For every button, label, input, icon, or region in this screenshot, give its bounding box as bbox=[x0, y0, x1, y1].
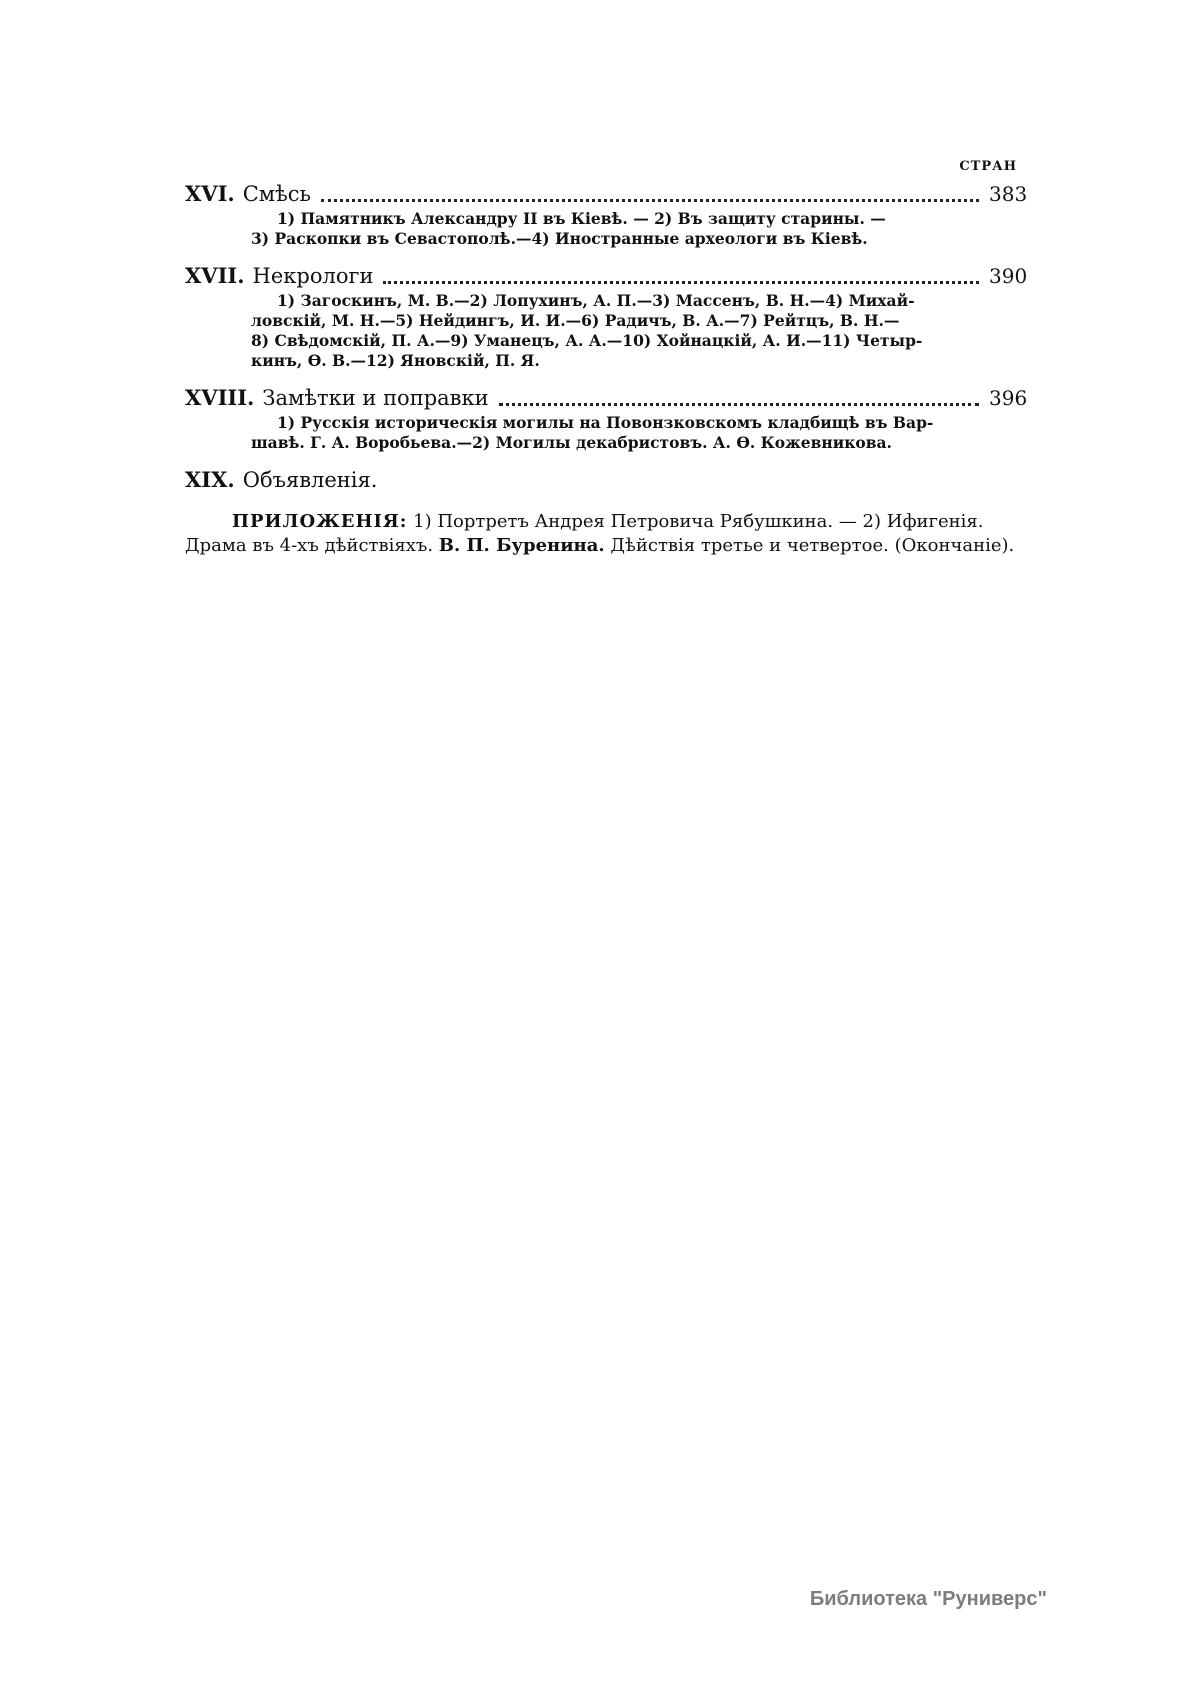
toc-entry-page: 390 bbox=[989, 264, 1028, 288]
description-line: 8) Свѣдомскій, П. А.—9) Уманецъ, А. А.—10) Хойнацкій, А. И.—11) Четыр- bbox=[251, 331, 923, 350]
toc-entry-description bbox=[251, 413, 945, 453]
toc-entry-title: Некрологи bbox=[252, 264, 374, 288]
annex-paragraph bbox=[185, 510, 1025, 558]
toc-entry-title: Объявленія. bbox=[242, 468, 378, 492]
toc-entry-heading bbox=[185, 467, 1025, 495]
table-of-contents bbox=[185, 181, 1028, 509]
annex-label: ПРИЛОЖЕНІЯ: bbox=[232, 511, 408, 532]
description-line: 1) Памятникъ Александру II въ Кіевѣ. — 2) Въ защиту старины. — bbox=[277, 209, 886, 228]
description-line: шавѣ. Г. А. Воробьева.—2) Могилы декабристовъ. А. Ѳ. Кожевникова. bbox=[251, 433, 892, 452]
toc-entry-heading bbox=[185, 263, 1028, 291]
toc-entry-heading bbox=[185, 181, 1028, 209]
toc-entry-description bbox=[251, 209, 945, 249]
annex-first-line bbox=[185, 510, 1025, 534]
annex-text: 1) Портретъ Андрея Петровича Рябушкина. — 2) Ифигенія. bbox=[413, 511, 984, 532]
toc-entry-number: XVI. bbox=[185, 181, 235, 206]
toc-entry bbox=[185, 181, 1028, 249]
toc-entry-description bbox=[251, 291, 945, 371]
toc-entry-title: Смѣсь bbox=[242, 182, 311, 206]
description-line: ловскій, М. Н.—5) Нейдингъ, И. И.—6) Радичъ, В. А.—7) Рейтцъ, В. Н.— bbox=[251, 311, 900, 330]
dot-leader bbox=[321, 199, 979, 202]
toc-entry-page: 396 bbox=[989, 386, 1028, 410]
description-line: 1) Русскія историческія могилы на Повонзковскомъ кладбищѣ въ Вар- bbox=[277, 413, 934, 432]
toc-entry-title: Замѣтки и поправки bbox=[262, 386, 489, 410]
library-watermark: Библиотека "Руниверс" bbox=[809, 1588, 1047, 1610]
annex-author: В. П. Буренина. bbox=[438, 535, 605, 556]
annex-text: Драма въ 4-хъ дѣйствіяхъ. bbox=[185, 535, 434, 556]
toc-entry bbox=[185, 385, 1028, 453]
toc-entry-page: 383 bbox=[989, 182, 1028, 206]
description-line: 1) Загоскинъ, М. В.—2) Лопухинъ, А. П.—3) Массенъ, В. Н.—4) Михай- bbox=[277, 291, 915, 310]
annex-text: Дѣйствія третье и четвертое. (Окончаніе). bbox=[610, 535, 1015, 556]
toc-entry-number: XVII. bbox=[185, 263, 245, 288]
dot-leader bbox=[383, 281, 979, 284]
toc-entry-heading bbox=[185, 385, 1028, 413]
description-line: 3) Раскопки въ Севастополѣ.—4) Иностранные археологи въ Кіевѣ. bbox=[251, 229, 868, 248]
toc-entry-number: XIX. bbox=[185, 467, 235, 492]
dot-leader bbox=[499, 403, 979, 406]
page-column-header: СТРАН bbox=[959, 159, 1017, 174]
toc-entry bbox=[185, 263, 1028, 371]
toc-entry bbox=[185, 467, 1025, 495]
toc-entry-number: XVIII. bbox=[185, 385, 255, 410]
description-line: кинъ, Ѳ. В.—12) Яновскій, П. Я. bbox=[251, 351, 540, 370]
